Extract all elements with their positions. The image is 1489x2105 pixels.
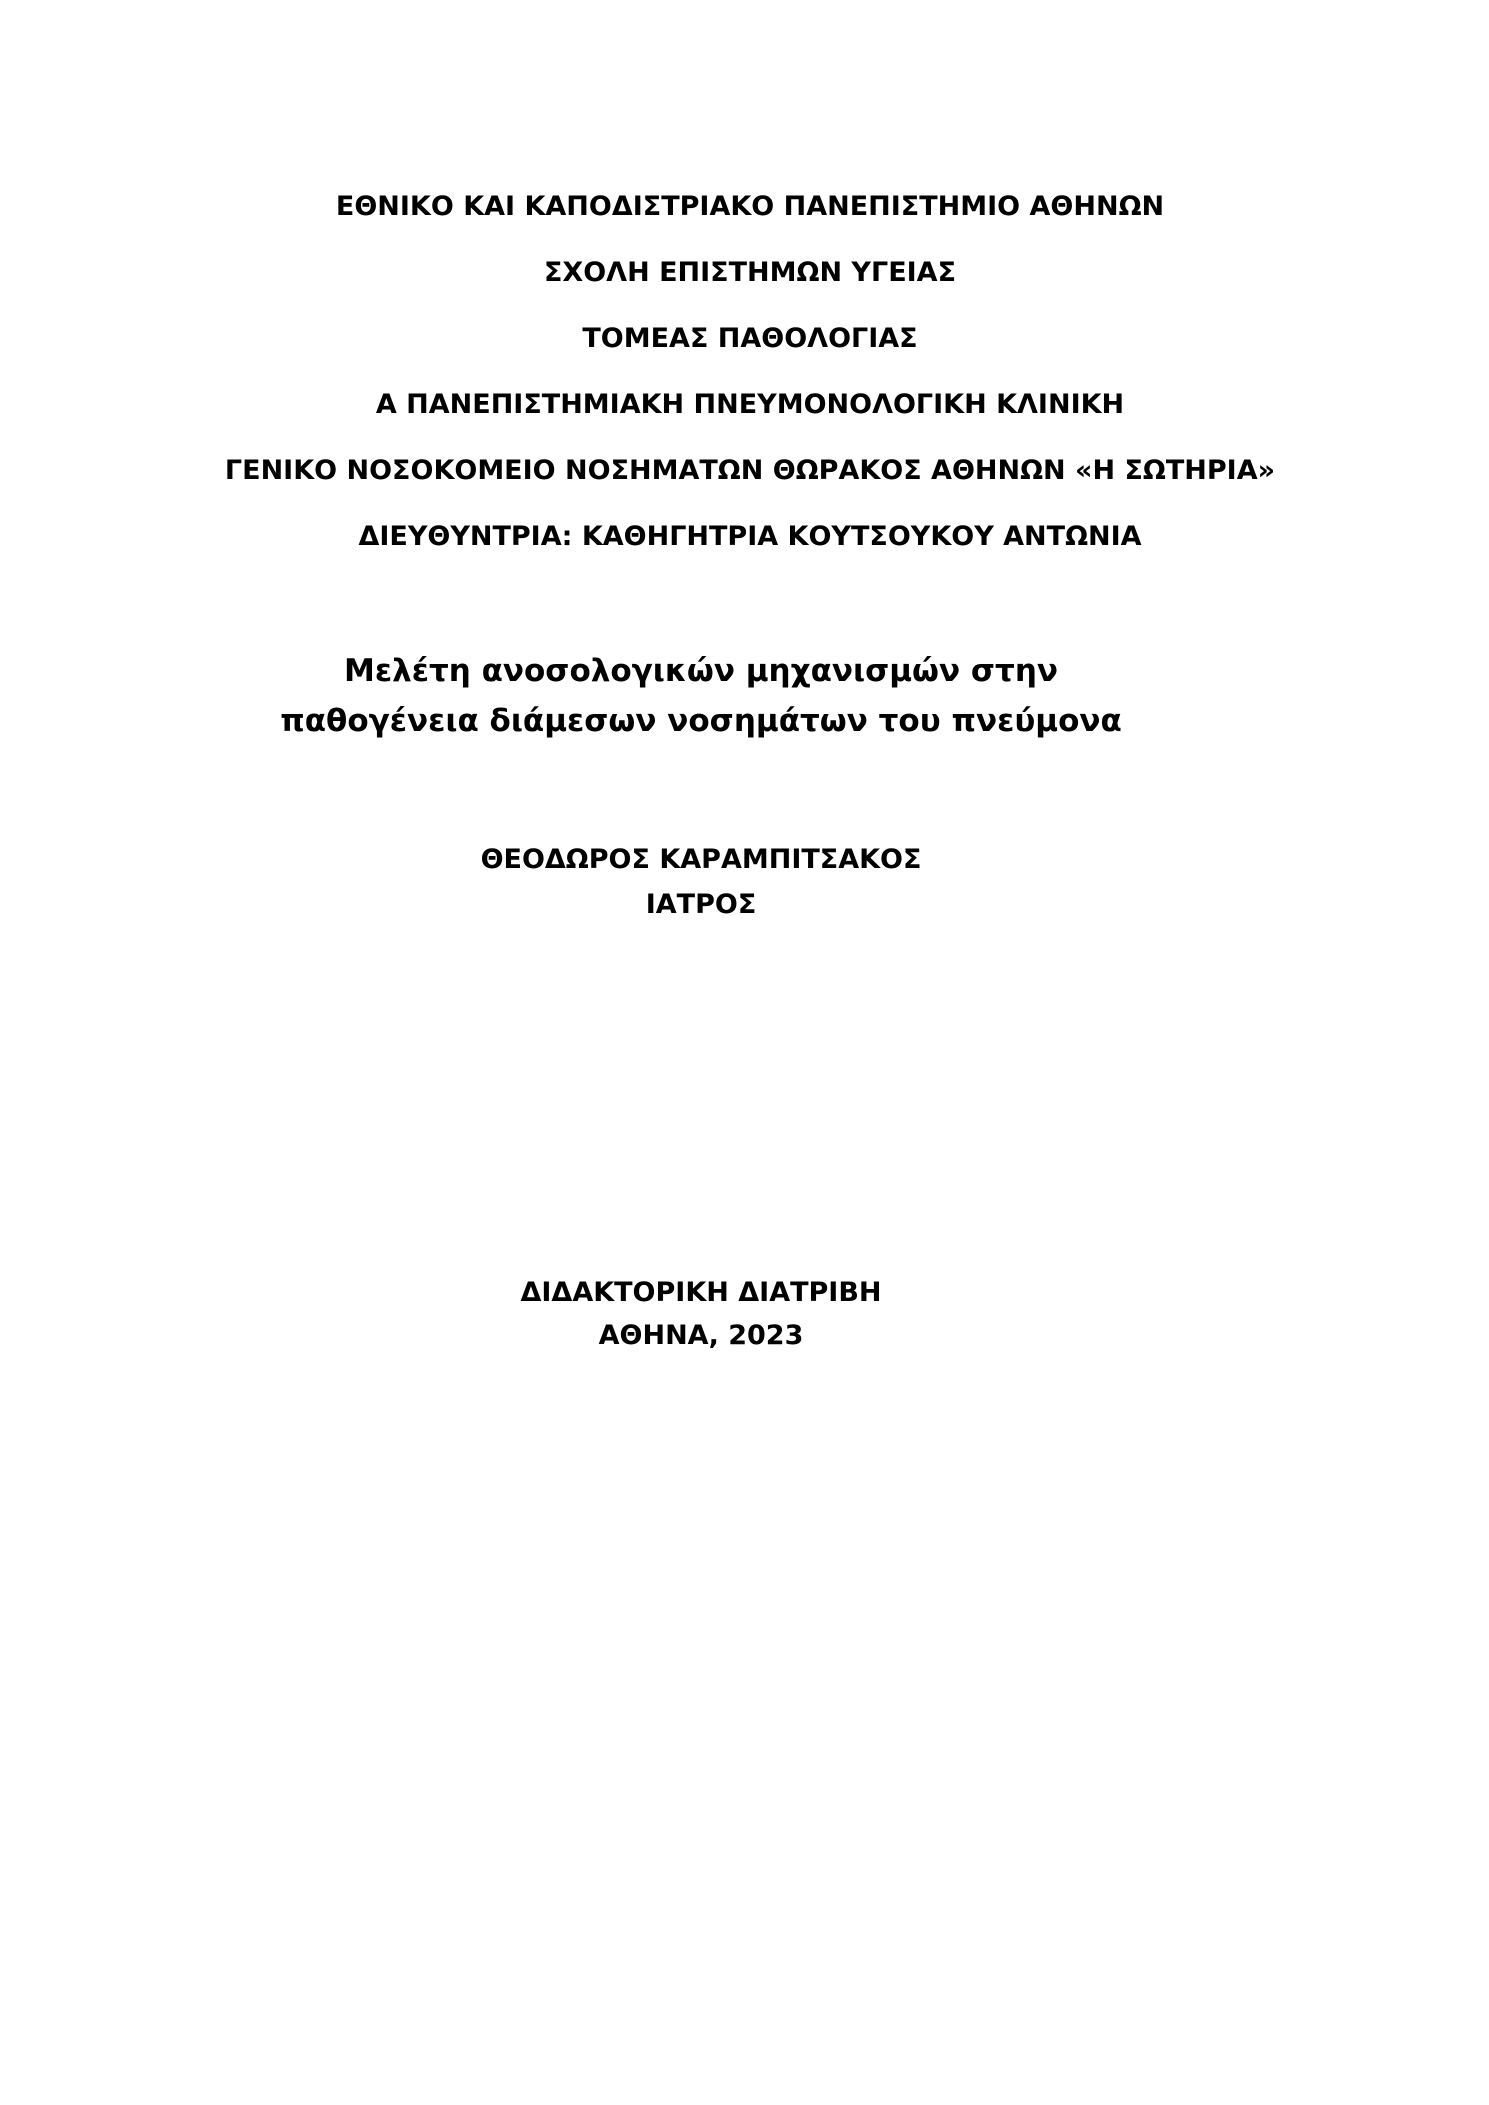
thesis-title-line-2: παθογένεια διάμεσων νοσημάτων του πνεύμονα (280, 703, 1122, 739)
director-line: ΔΙΕΥΘΥΝΤΡΙΑ: ΚΑΘΗΓΗΤΡΙΑ ΚΟΥΤΣΟΥΚΟΥ ΑΝΤΩΝΙΑ (358, 521, 1142, 552)
thesis-title-line-1: Μελέτη ανοσολογικών μηχανισμών στην (343, 653, 1059, 689)
place-year: ΑΘΗΝΑ, 2023 (598, 1320, 804, 1351)
department-name: ΤΟΜΕΑΣ ΠΑΘΟΛΟΓΙΑΣ (582, 323, 918, 354)
author-title: ΙΑΤΡΟΣ (645, 889, 757, 920)
clinic-name: Α ΠΑΝΕΠΙΣΤΗΜΙΑΚΗ ΠΝΕΥΜΟΝΟΛΟΓΙΚΗ ΚΛΙΝΙΚΗ (375, 389, 1125, 420)
thesis-type: ΔΙΔΑΚΤΟΡΙΚΗ ΔΙΑΤΡΙΒΗ (520, 1277, 882, 1308)
university-name: ΕΘΝΙΚΟ ΚΑΙ ΚΑΠΟΔΙΣΤΡΙΑΚΟ ΠΑΝΕΠΙΣΤΗΜΙΟ ΑΘΗΝΩΝ (335, 191, 1165, 222)
author-name: ΘΕΟΔΩΡΟΣ ΚΑΡΑΜΠΙΤΣΑΚΟΣ (480, 844, 922, 875)
school-name: ΣΧΟΛΗ ΕΠΙΣΤΗΜΩΝ ΥΓΕΙΑΣ (543, 257, 957, 288)
hospital-name: ΓΕΝΙΚΟ ΝΟΣΟΚΟΜΕΙΟ ΝΟΣΗΜΑΤΩΝ ΘΩΡΑΚΟΣ ΑΘΗΝΩΝ «Η ΣΩΤΗΡΙΑ» (224, 455, 1276, 486)
